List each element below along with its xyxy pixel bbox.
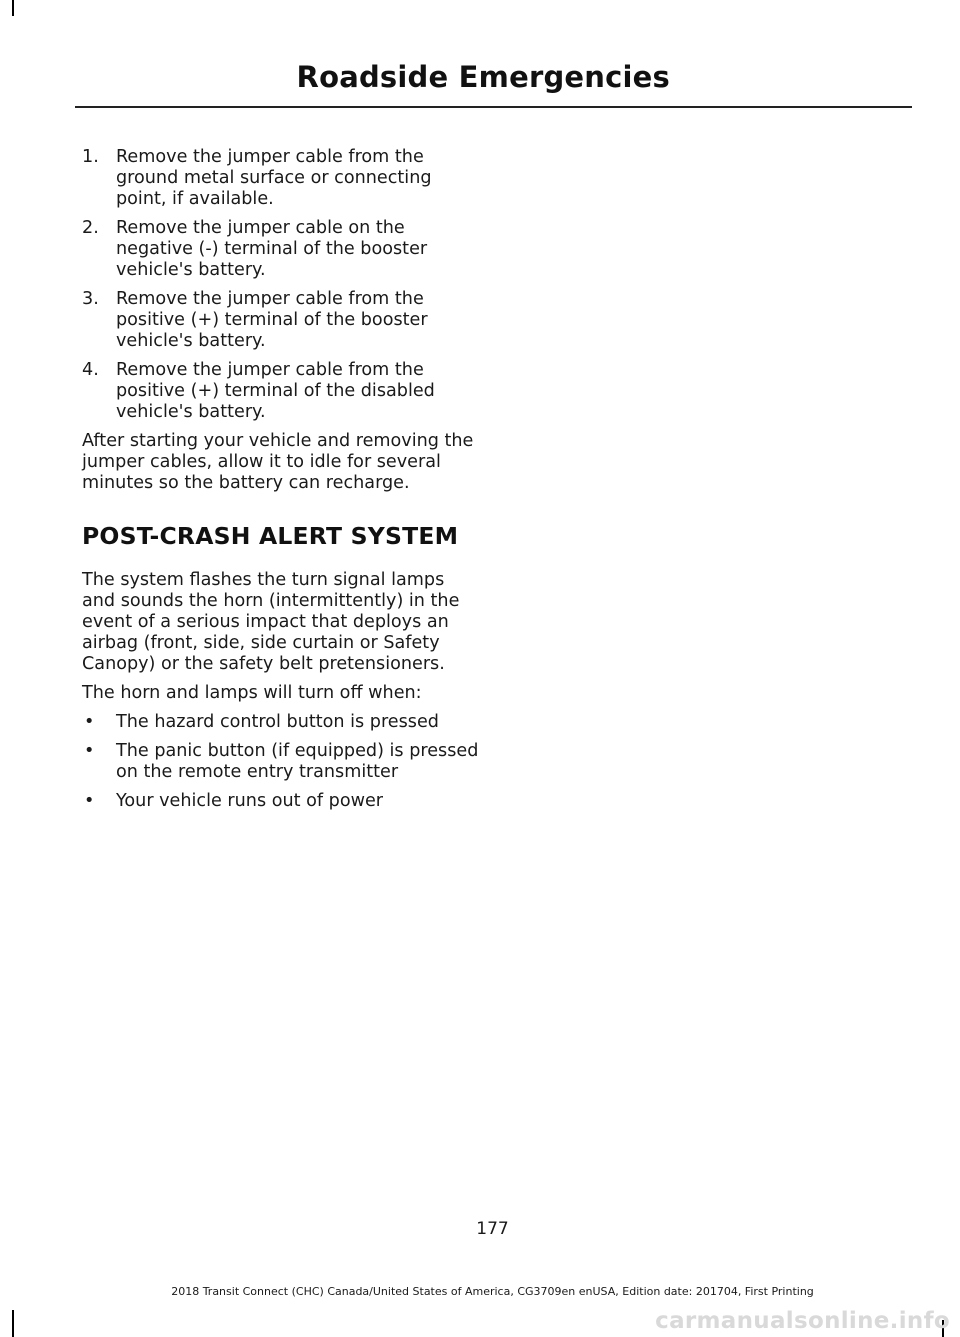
- main-column: [82, 147, 480, 820]
- crop-mark-top-left: [12, 0, 14, 16]
- numbered-step: [82, 360, 480, 423]
- page-header-title: Roadside Emergencies: [296, 60, 670, 94]
- bullet-item: [82, 741, 480, 783]
- step-number: 3.: [82, 289, 99, 309]
- bullet-icon: •: [84, 741, 95, 761]
- turn-off-intro-paragraph: The horn and lamps will turn off when:: [82, 683, 422, 703]
- page-footer: 2018 Transit Connect (CHC) Canada/United States of America, CG3709en enUSA, Edition date: 201704, First Printing: [171, 1285, 814, 1298]
- bullet-item: [82, 712, 480, 733]
- bullet-text: The hazard control button is pressed: [116, 712, 439, 732]
- bullet-icon: •: [84, 791, 95, 811]
- idle-recharge-paragraph: After starting your vehicle and removing the jumper cables, allow it to idle for several minutes so the battery can recharge.: [82, 431, 474, 493]
- bullet-text: The panic button (if equipped) is pressed on the remote entry transmitter: [116, 741, 479, 782]
- numbered-step: [82, 289, 480, 352]
- numbered-step: [82, 218, 480, 281]
- numbered-step: [82, 147, 480, 210]
- bullet-text: Your vehicle runs out of power: [116, 791, 384, 811]
- page-number: 177: [476, 1219, 509, 1239]
- step-text: Remove the jumper cable from the positive (+) terminal of the disabled vehicle's battery.: [116, 360, 435, 422]
- step-number: 2.: [82, 218, 99, 238]
- section-heading: POST-CRASH ALERT SYSTEM: [82, 522, 459, 550]
- system-description-paragraph: The system flashes the turn signal lamps and sounds the horn (intermittently) in the event of a serious impact that deploys an airbag (front, side, side curtain or Safety Canopy) or the safety belt pretensioners.: [82, 570, 460, 674]
- watermark: carmanualsonline.info: [655, 1308, 950, 1334]
- step-text: Remove the jumper cable on the negative (-) terminal of the booster vehicle's battery.: [116, 218, 428, 280]
- step-number: 4.: [82, 360, 99, 380]
- step-number: 1.: [82, 147, 99, 167]
- bullet-icon: •: [84, 712, 95, 732]
- step-text: Remove the jumper cable from the positive (+) terminal of the booster vehicle's battery.: [116, 289, 428, 351]
- header-divider: [75, 106, 912, 108]
- crop-mark-bottom-left: [12, 1310, 14, 1337]
- bullet-item: [82, 791, 480, 812]
- step-text: Remove the jumper cable from the ground metal surface or connecting point, if available.: [116, 147, 432, 209]
